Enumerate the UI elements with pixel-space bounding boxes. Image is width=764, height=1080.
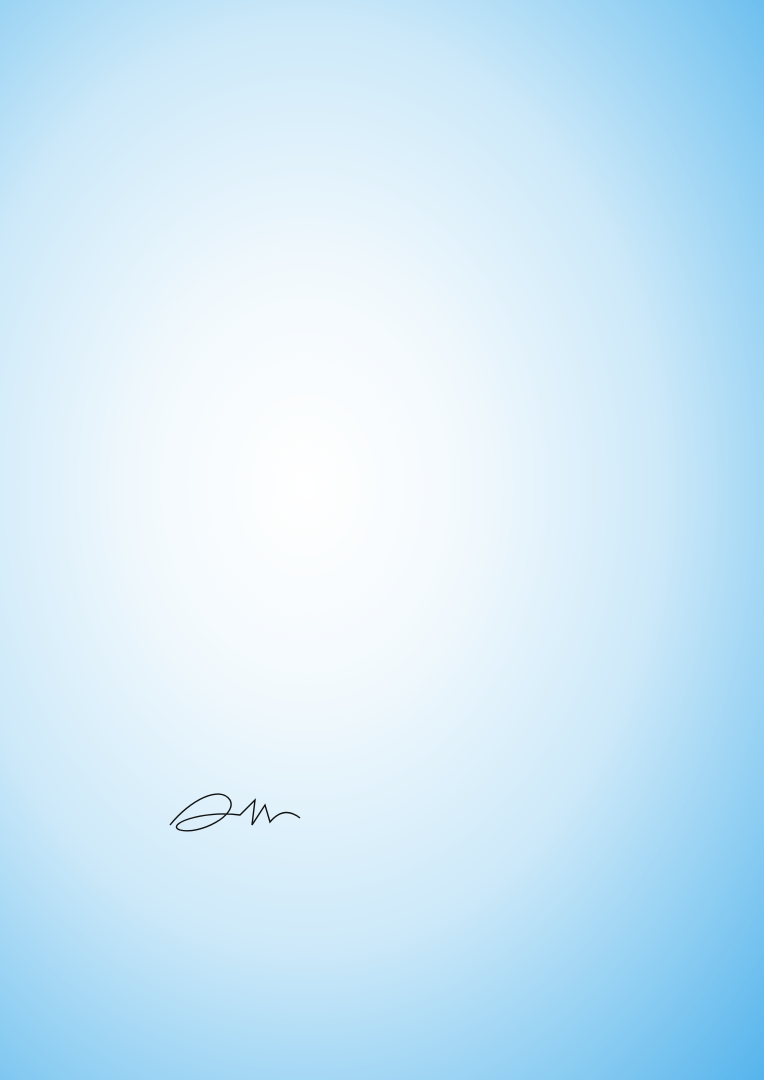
floral-border-bottom: [0, 940, 764, 1080]
floral-border-top: [0, 0, 764, 125]
signature-icon: [160, 780, 310, 840]
